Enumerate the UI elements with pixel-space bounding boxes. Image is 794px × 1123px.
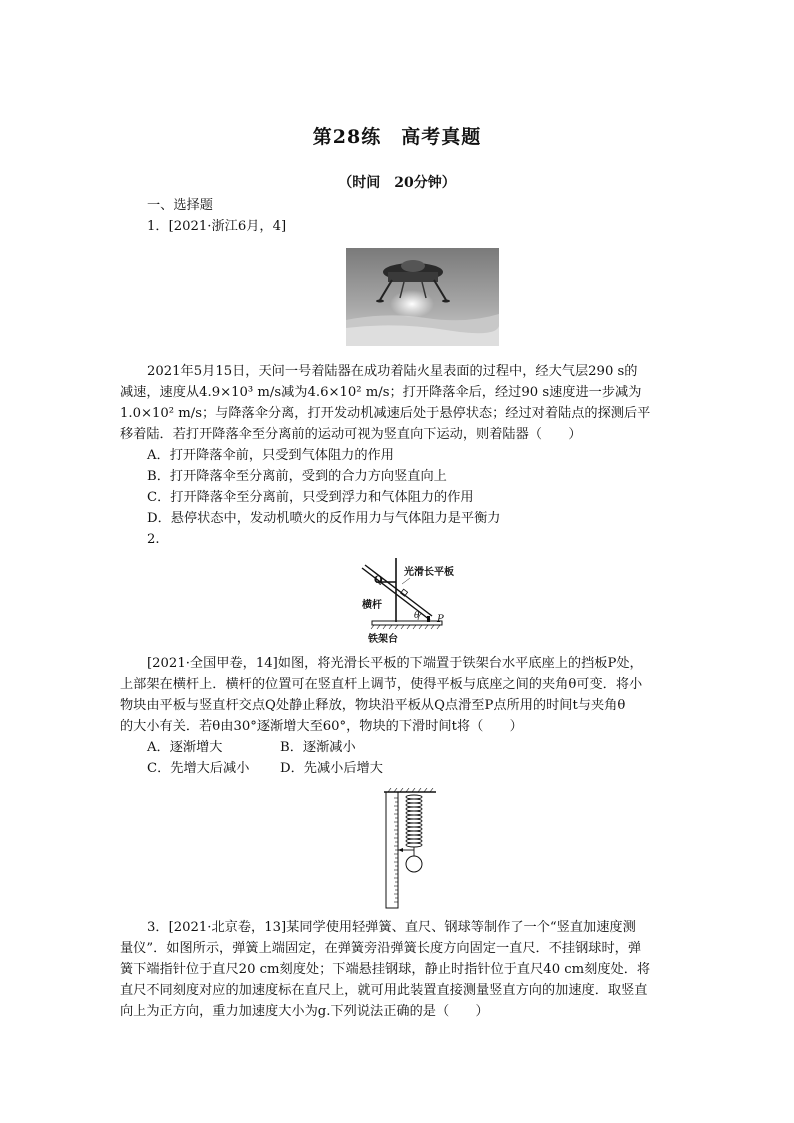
q1-stem-line-4: 移着陆．若打开降落伞至分离前的运动可视为竖直向下运动，则着陆器（ ） <box>120 427 582 442</box>
time-limit: （时间 20分钟） <box>338 175 456 191</box>
q2-label: 2. <box>147 532 160 547</box>
q2-option-b: B．逐渐减小 <box>280 740 356 755</box>
q2-stem-line-1: [2021·全国甲卷，14]如图，将光滑长平板的下端置于铁架台水平底座上的挡板P处， <box>147 656 643 671</box>
q2-option-a: A．逐渐增大 <box>147 740 223 755</box>
q2-stem-line-3: 物块由平板与竖直杆交点Q处静止释放，物块沿平板从Q点滑至P点所用的时间t与夹角θ <box>120 698 626 713</box>
q1-stem-line-1: 2021年5月15日，天问一号着陆器在成功着陆火星表面的过程中，经大气层290 s的 <box>147 364 638 379</box>
q2-stem-line-2: 上部架在横杆上．横杆的位置可在竖直杆上调节，使得平板与底座之间的夹角θ可变．将小 <box>120 677 643 692</box>
q1-stem-line-3: 1.0×10² m/s；与降落伞分离，打开发动机减速后处于悬停状态；经过对着陆点的探测后平 <box>120 406 651 421</box>
page-title: 第28练 高考真题 <box>312 126 482 148</box>
spring-ruler-figure <box>380 788 440 910</box>
q1-option-b: B．打开降落伞至分离前，受到的合力方向竖直向上 <box>147 469 447 484</box>
board-label: 光滑长平板 <box>404 567 454 578</box>
q2-stem-line-4: 的大小有关．若θ由30°逐渐增大至60°，物块的下滑时间t将（ ） <box>120 719 523 734</box>
q1-option-c: C．打开降落伞至分离前，只受到浮力和气体阻力的作用 <box>147 490 474 505</box>
lander-photo <box>346 248 499 346</box>
q-point-label: Q <box>374 575 383 586</box>
q3-stem-line-1: 3．[2021·北京卷，13]某同学使用轻弹簧、直尺、钢球等制作了一个“竖直加速度测 <box>147 920 636 935</box>
stand-label: 铁架台 <box>368 634 398 645</box>
q3-stem-line-4: 直尺不同刻度对应的加速度标在直尺上，就可用此装置直接测量竖直方向的加速度．取竖直 <box>120 983 648 998</box>
p-point-label: P <box>437 614 444 625</box>
q2-option-c: C．先增大后减小 <box>147 761 250 776</box>
q3-stem-line-5: 向上为正方向，重力加速度大小为g.下列说法正确的是（ ） <box>120 1004 489 1019</box>
q3-stem-line-2: 量仪”．如图所示，弹簧上端固定，在弹簧旁沿弹簧长度方向固定一直尺．不挂钢球时，弹 <box>120 941 642 956</box>
bar-label: 横杆 <box>362 600 382 611</box>
theta-label: θ <box>414 611 420 621</box>
q1-stem-line-2: 减速，速度从4.9×10³ m/s减为4.6×10² m/s；打开降落伞后，经过90 s速度进一步减为 <box>120 385 642 400</box>
q1-option-a: A．打开降落伞前，只受到气体阻力的作用 <box>147 448 394 463</box>
q1-label: 1．[2021·浙江6月，4] <box>147 219 287 234</box>
section-heading: 一、选择题 <box>147 198 213 213</box>
q1-option-d: D．悬停状态中，发动机喷火的反作用力与气体阻力是平衡力 <box>147 511 501 526</box>
q3-stem-line-3: 簧下端指针位于直尺20 cm刻度处；下端悬挂钢球，静止时指针位于直尺40 cm刻度处．将 <box>120 962 651 977</box>
q2-option-d: D．先减小后增大 <box>280 761 383 776</box>
